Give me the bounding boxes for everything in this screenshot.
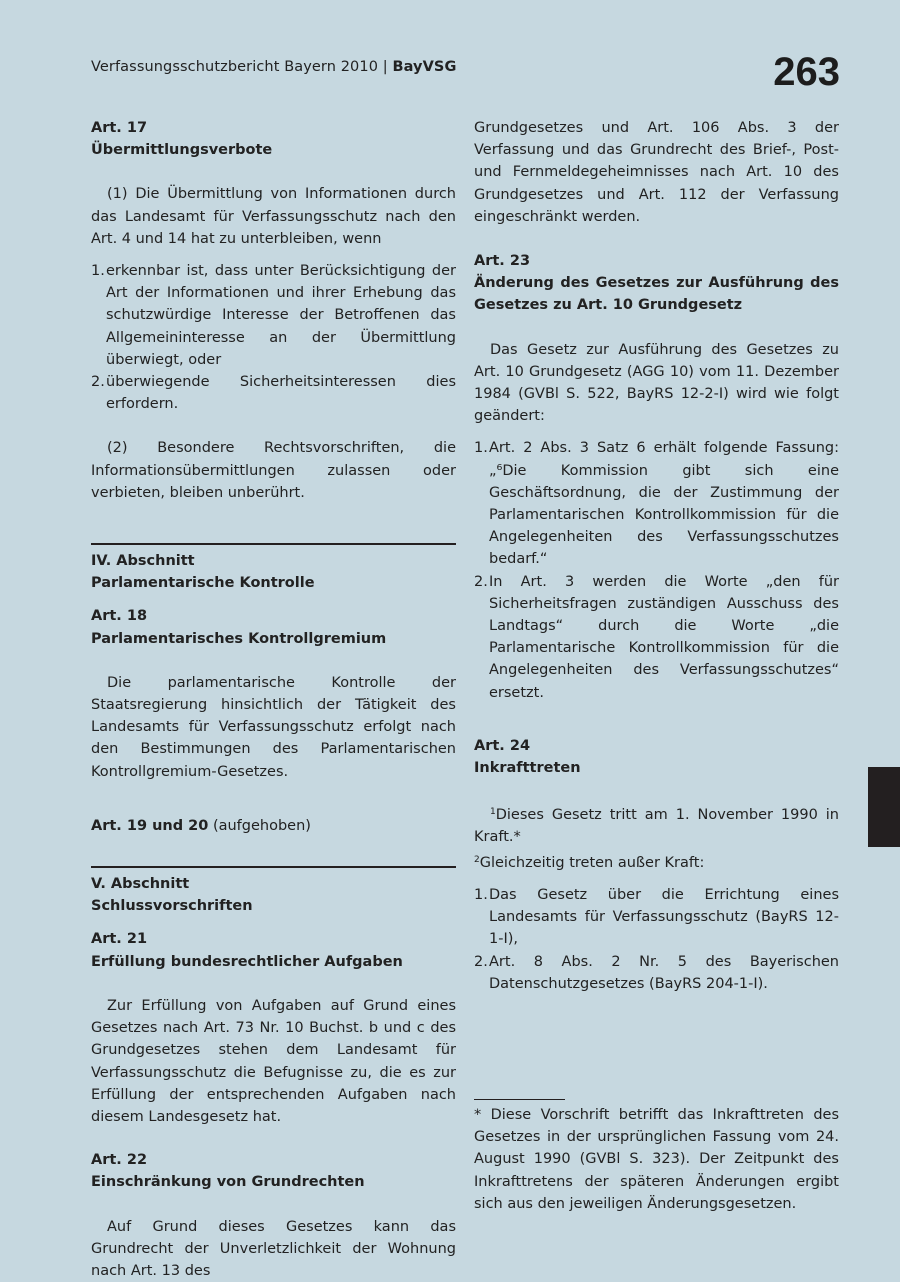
- art24-label: Art. 24: [474, 737, 531, 754]
- art17-title: Übermittlungsverbote: [91, 142, 273, 159]
- list-item: 2. In Art. 3 werden die Worte „den für Sicherheitsfragen zuständigen Ausschuss des Landtags“ durch die Worte „die Parlamentarische Kontrollkommission für die Angelegenheiten des Verfassungsschutzes“ ersetzt.: [474, 573, 839, 701]
- list-item: 2. überwiegende Sicherheitsinteressen dies erfordern.: [91, 374, 456, 413]
- footnote-text: * Diese Vorschrift betrifft das Inkrafttreten des Gesetzes in der ursprünglichen Fassung vom 24. August 1990 (GVBl S. 323). Der Zeitpunkt des Inkrafttretens der späteren Änderungen ergibt sich aus den jeweiligen Änderungsgesetzen.: [474, 1107, 839, 1212]
- art21-title: Erfüllung bundesrechtlicher Aufgaben: [91, 953, 403, 970]
- art17-para1: (1) Die Übermittlung von Informationen durch das Landesamt für Verfassungsschutz nach den Art. 4 und 14 hat zu unterbleiben, wenn: [91, 186, 456, 247]
- art23-list: [474, 437, 839, 703]
- art18-title: Parlamentarisches Kontrollgremium: [91, 630, 387, 647]
- art21-label: Art. 21: [91, 931, 148, 948]
- list-item: 1. Art. 2 Abs. 3 Satz 6 erhält folgende Fassung: „⁶Die Kommission gibt sich eine Geschäftsordnung, die der Zustimmung der Parlamentarischen Kontrollkommission für die Angelegenheiten des Verfassungsschutzes bedarf.“: [474, 440, 839, 568]
- page-number: 263: [773, 50, 840, 94]
- art23-para: Das Gesetz zur Ausführung des Gesetzes zu Art. 10 Grundgesetz (AGG 10) vom 11. Dezember 1984 (GVBl S. 522, BayRS 12-2-I) wird wie folgt geändert:: [474, 341, 839, 425]
- right-column: [474, 117, 839, 995]
- section4-label: IV. Abschnitt: [91, 553, 195, 570]
- art17-para2: (2) Besondere Rechtsvorschriften, die Informationsübermittlungen zulassen oder verbieten, bleiben unberührt.: [91, 440, 456, 501]
- left-column: [91, 117, 456, 1282]
- art24-list: [474, 884, 839, 995]
- section5-label: V. Abschnitt: [91, 876, 190, 893]
- art22-label: Art. 22: [91, 1152, 148, 1169]
- running-header: [91, 59, 456, 75]
- list-item: 1. Das Gesetz über die Errichtung eines Landesamts für Verfassungsschutz (BayRS 12-1-I),: [474, 886, 839, 948]
- art22-continuation: Grundgesetzes und Art. 106 Abs. 3 der Verfassung und das Grundrecht des Brief-, Post- und Fernmeldegeheimnisses nach Art. 10 des Grundgesetzes und Art. 112 der Verfassung eingeschränkt werden.: [474, 120, 839, 225]
- art24-sentence1: $^1$Dieses Gesetz tritt am 1. November 1990 in Kraft.*: [474, 807, 839, 846]
- art19-line: Art. 19 und 20 (aufgehoben): [91, 817, 311, 834]
- art18-para: Die parlamentarische Kontrolle der Staatsregierung hinsichtlich der Tätigkeit des Landesamts für Verfassungsschutz erfolgt nach den Bestimmungen des Parlamentarischen Kontrollgremium-Gesetzes.: [91, 674, 456, 780]
- list-item: 1. erkennbar ist, dass unter Berücksichtigung der Art der Informationen und ihrer Erhebung das schutzwürdige Interesse der Betroffenen das Allgemeininteresse an der Übermittlung überwiegt, oder: [91, 263, 456, 368]
- running-title-bold: BayVSG: [392, 59, 457, 75]
- art17-label: Art. 17: [91, 120, 148, 136]
- list-item: 2. Art. 8 Abs. 2 Nr. 5 des Bayerischen Datenschutzgesetzes (BayRS 204-1-I).: [474, 953, 839, 992]
- chapter-thumb-tab: [868, 767, 900, 847]
- art22-para: Auf Grund dieses Gesetzes kann das Grundrecht der Unverletzlichkeit der Wohnung nach Art. 13 des: [91, 1218, 456, 1279]
- section4-title: Parlamentarische Kontrolle: [91, 575, 315, 592]
- art24-sentence2: $^2$Gleichzeitig treten außer Kraft:: [474, 854, 705, 871]
- footnote-rule: [474, 1099, 565, 1100]
- art23-label: Art. 23: [474, 253, 531, 270]
- art24-title: Inkrafttreten: [474, 760, 581, 777]
- footnote-block: [474, 1099, 839, 1215]
- art18-label: Art. 18: [91, 608, 148, 625]
- section5-title: Schlussvorschriften: [91, 898, 253, 915]
- running-title: Verfassungsschutzbericht Bayern 2010 |: [91, 59, 393, 75]
- art22-title: Einschränkung von Grundrechten: [91, 1174, 365, 1191]
- art17-list: [91, 260, 456, 415]
- art21-para: Zur Erfüllung von Aufgaben auf Grund eines Gesetzes nach Art. 73 Nr. 10 Buchst. b und c des Grundgesetzes stehen dem Landesamt für Verfassungsschutz die Befugnisse zu, die es zur Erfüllung der entsprechenden Aufgaben nach diesem Landesgesetz hat.: [91, 997, 456, 1125]
- art23-title: Änderung des Gesetzes zur Ausführung des Gesetzes zu Art. 10 Grundgesetz: [474, 275, 839, 314]
